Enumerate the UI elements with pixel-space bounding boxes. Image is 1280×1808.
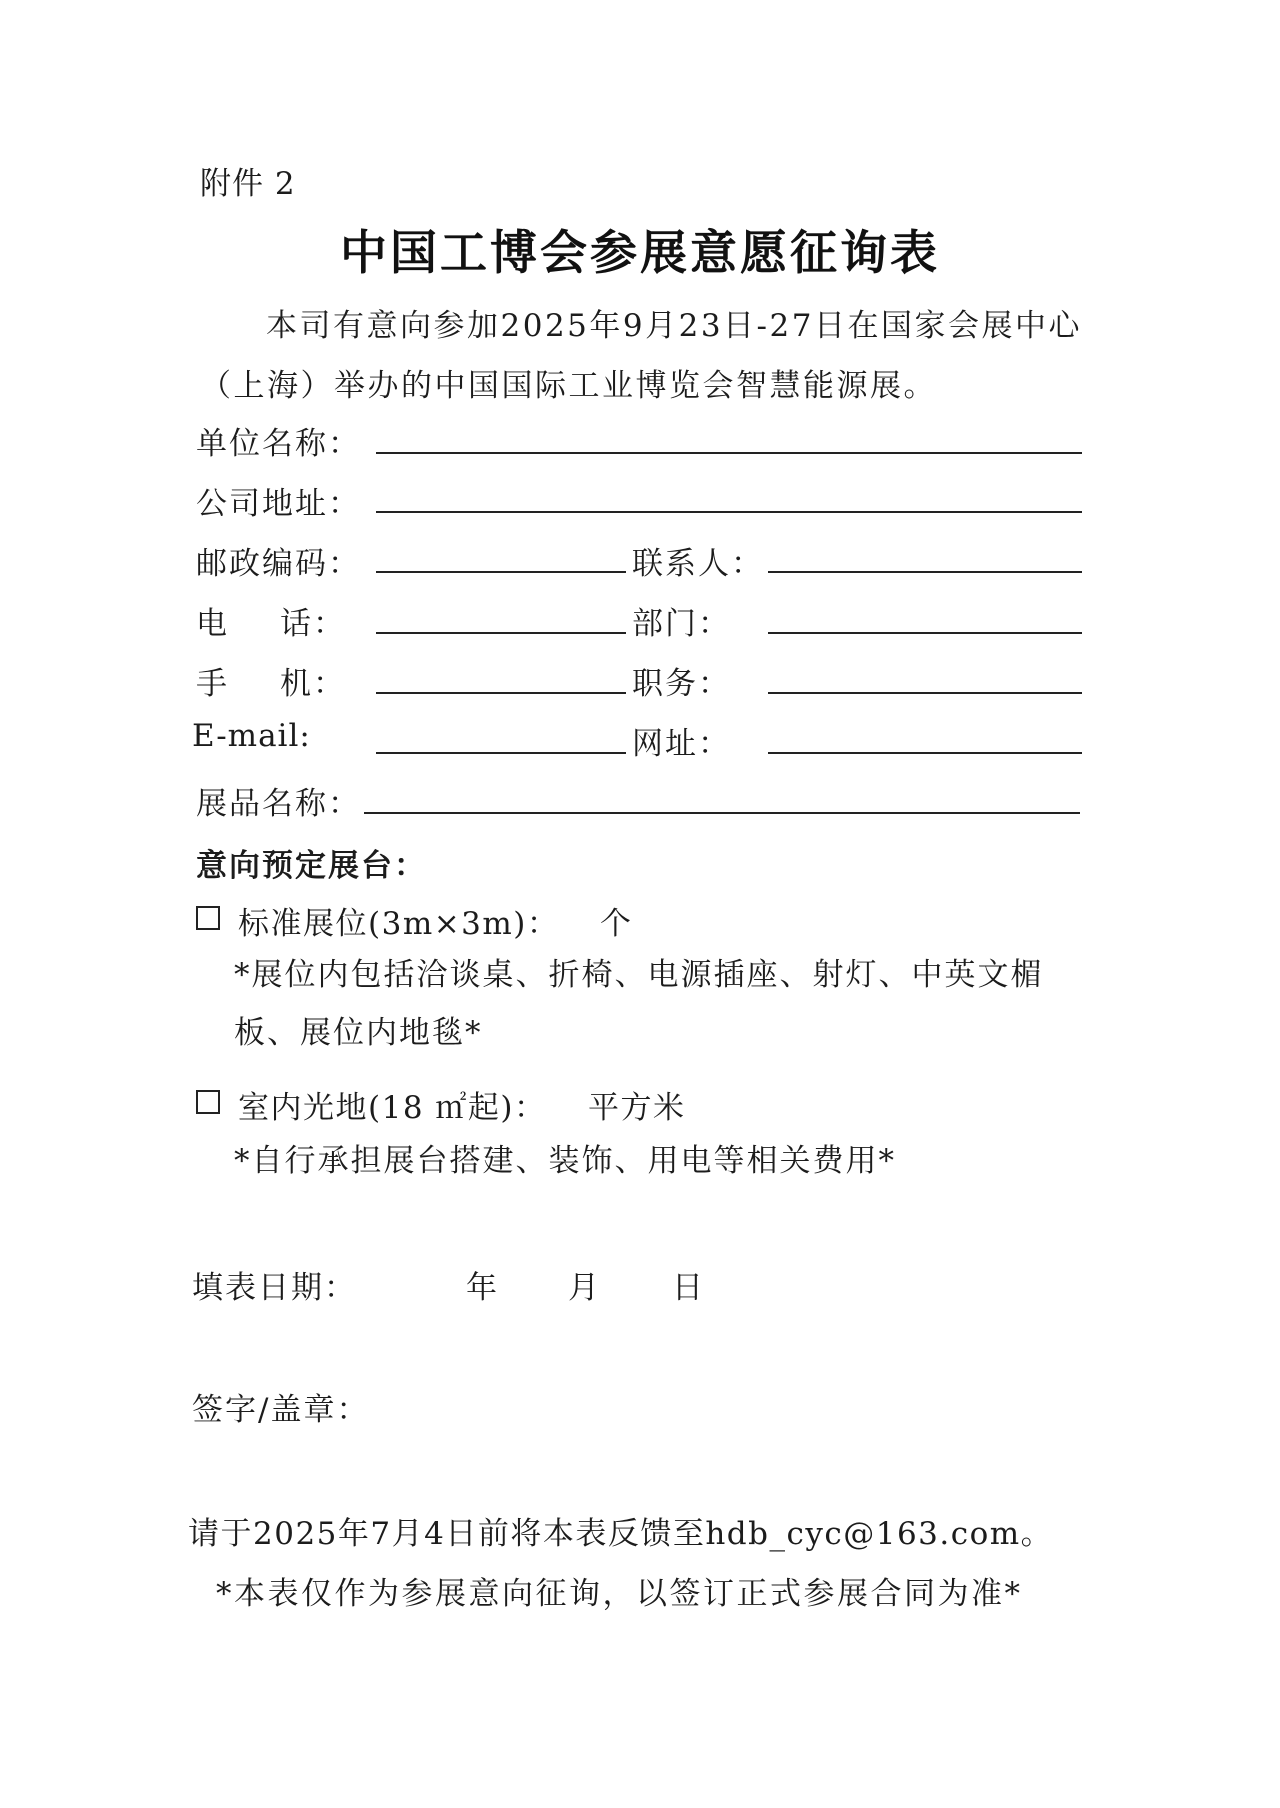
attachment-label: 附件 2 (200, 166, 296, 202)
intro-line-1: 本司有意向参加2025年9月23日-27日在国家会展中心 (266, 308, 1082, 344)
standard-booth-unit: 个 (600, 906, 633, 942)
postcode-label: 邮政编码： (196, 546, 361, 582)
mobile-label-b: 机： (280, 666, 346, 702)
email-field[interactable] (376, 752, 626, 754)
phone-label-b: 话： (280, 606, 346, 642)
raw-space-unit: 平方米 (588, 1090, 686, 1126)
department-label-b: 门： (665, 606, 731, 642)
raw-space-checkbox[interactable] (196, 1090, 220, 1114)
department-field[interactable] (768, 632, 1082, 634)
address-field[interactable] (376, 511, 1082, 513)
date-year: 年 (466, 1270, 499, 1306)
date-day: 日 (672, 1270, 705, 1306)
raw-space-note: *自行承担展台搭建、装饰、用电等相关费用* (234, 1143, 896, 1179)
contact-field[interactable] (768, 571, 1082, 573)
raw-space-label: 室内光地(18 ㎡起)： (238, 1090, 547, 1126)
company-name-label: 单位名称： (196, 426, 361, 462)
phone-label (196, 598, 346, 643)
page-title: 中国工博会参展意愿征询表 (340, 226, 940, 281)
mobile-field[interactable] (376, 692, 626, 694)
exhibit-name-label: 展品名称： (196, 786, 361, 822)
standard-booth-note-line-2: 板、展位内地毯* (234, 1015, 483, 1051)
department-label (632, 598, 731, 643)
standard-booth-note (234, 946, 1044, 1062)
email-label: E-mail: (192, 718, 311, 754)
department-label-a: 部 (632, 606, 665, 642)
position-label-a: 职 (632, 666, 665, 702)
disclaimer-note: *本表仅作为参展意向征询，以签订正式参展合同为准* (216, 1576, 1023, 1612)
feedback-note: 请于2025年7月4日前将本表反馈至hdb_cyc@163.com。 (188, 1516, 1054, 1552)
date-label: 填表日期： (192, 1270, 357, 1306)
website-label-b: 址： (665, 726, 731, 762)
website-field[interactable] (768, 752, 1082, 754)
postcode-field[interactable] (376, 571, 626, 573)
signature-label: 签字/盖章： (192, 1392, 370, 1428)
booth-heading: 意向预定展台： (196, 848, 427, 884)
exhibit-name-field[interactable] (364, 812, 1080, 814)
address-label: 公司地址： (196, 486, 361, 522)
date-month: 月 (568, 1270, 601, 1306)
intro-paragraph (200, 296, 1082, 416)
phone-field[interactable] (376, 632, 626, 634)
position-label-b: 务： (665, 666, 731, 702)
position-field[interactable] (768, 692, 1082, 694)
position-label (632, 658, 731, 703)
phone-label-a: 电 (196, 606, 229, 642)
intro-line-2: （上海）举办的中国国际工业博览会智慧能源展。 (200, 368, 937, 404)
website-label-a: 网 (632, 726, 665, 762)
mobile-label-a: 手 (196, 666, 229, 702)
mobile-label (196, 658, 346, 703)
standard-booth-note-line-1: *展位内包括洽谈桌、折椅、电源插座、射灯、中英文楣 (234, 957, 1044, 993)
contact-label: 联系人： (632, 546, 764, 582)
company-name-field[interactable] (376, 452, 1082, 454)
standard-booth-label: 标准展位(3m×3m)： (238, 906, 560, 942)
website-label (632, 718, 731, 763)
standard-booth-checkbox[interactable] (196, 906, 220, 930)
